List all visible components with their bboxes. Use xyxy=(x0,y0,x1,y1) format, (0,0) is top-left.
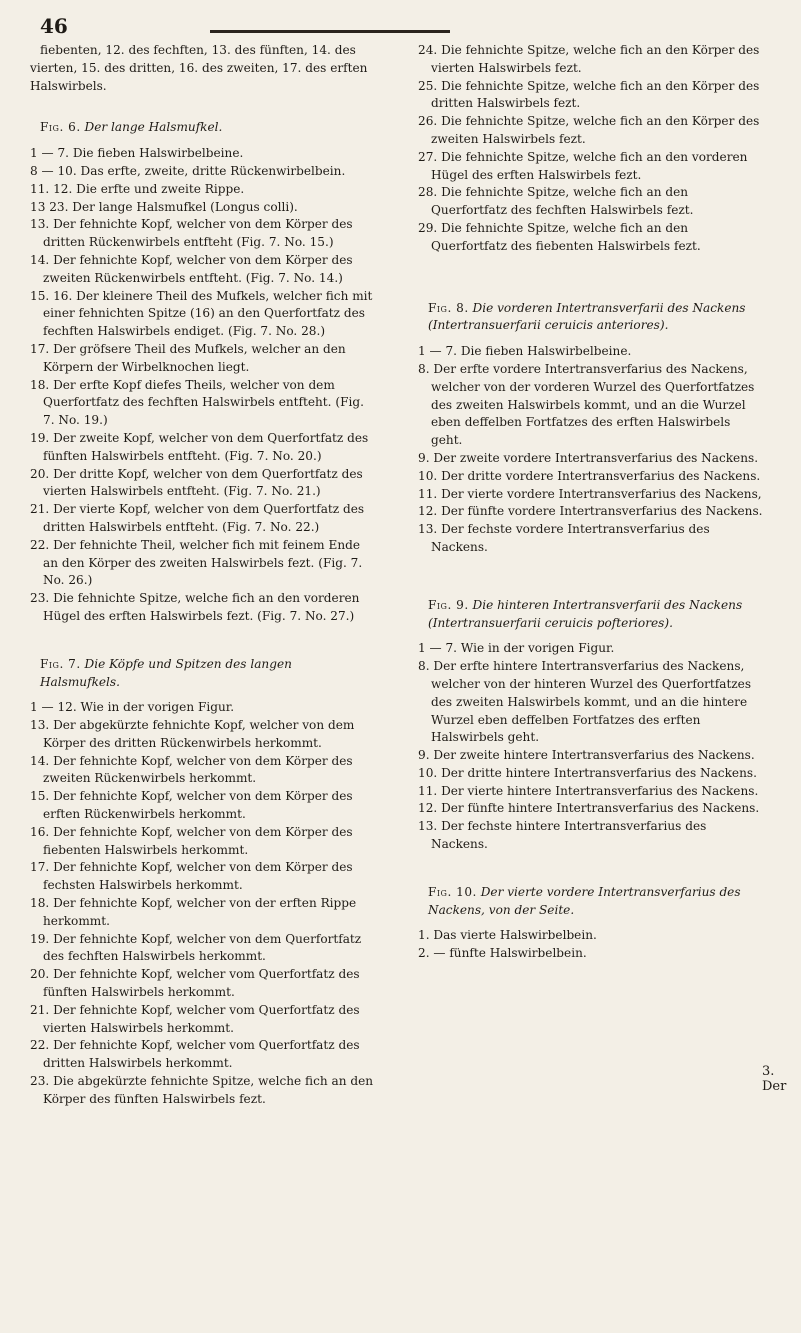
legend-entry: 13. Der fechste hintere Intertransverfarius des Nackens. xyxy=(418,819,707,852)
legend-entry: 1 — 7. Die fieben Halswirbelbeine. xyxy=(30,146,244,161)
header-rule xyxy=(210,30,450,33)
legend-entry: 14. Der fehnichte Kopf, welcher von dem Körper des zweiten Rückenwirbels herkommt. xyxy=(30,753,353,786)
legend-entry: 10. Der dritte vordere Intertransverfarius des Nackens. xyxy=(418,468,761,483)
legend-entry: 16. Der fehnichte Kopf, welcher von dem Körper des fiebenten Halswirbels herkommt. xyxy=(30,824,353,857)
legend-entry: 22. Der fehnichte Theil, welcher fich mit feinem Ende an den Körper des zweiten Halswirbels fezt. (Fig. 7. No. 26.) xyxy=(30,537,363,588)
fig-7-legend-continued xyxy=(418,42,763,256)
page-number: 46 xyxy=(40,14,68,38)
legend-entry: 12. Der fünfte vordere Intertransverfarius des Nackens. xyxy=(418,504,763,519)
fig-6-label: Fig. 6. xyxy=(40,120,81,135)
legend-entry: 17. Der gröfsere Theil des Mufkels, welcher an den Körpern der Wirbelknochen liegt. xyxy=(30,341,346,374)
legend-entry: 18. Der fehnichte Kopf, welcher von der erften Rippe herkommt. xyxy=(30,896,357,928)
legend-entry: 9. Der zweite vordere Intertransverfarius des Nackens. xyxy=(418,450,759,465)
legend-entry: 27. Die fehnichte Spitze, welche fich an den vorderen Hügel des erften Halswirbels fezt. xyxy=(418,149,748,182)
fig-10-title: Der vierte vordere Intertransverfarius des Nackens, von der Seite. xyxy=(428,884,741,917)
legend-entry: 28. Die fehnichte Spitze, welche fich an den Querfortfatz des fechften Halswirbels fezt. xyxy=(418,185,694,218)
legend-entry: 2. — fünfte Halswirbelbein. xyxy=(418,946,587,961)
legend-entry: 15. Der fehnichte Kopf, welcher von dem Körper des erften Rückenwirbels herkommt. xyxy=(30,789,353,822)
legend-entry: 23. Die fehnichte Spitze, welche fich an den vorderen Hügel des erften Halswirbels fezt. (Fig. 7. No. 27.) xyxy=(30,591,360,623)
legend-entry: 20. Der dritte Kopf, welcher von dem Querfortfatz des vierten Halswirbels entfteht. (Fig. 7. No. 21.) xyxy=(30,466,363,499)
fig-6-title: Der lange Halsmufkel. xyxy=(84,120,223,135)
legend-entry: 8. Der erfte vordere Intertransverfarius des Nackens, welcher von der vorderen Wurzel des Querfortfatzes des zweiten Halswirbels kommt, und an die Wurzel eben deffelben Fortfatzes des erften Halswirbels geht. xyxy=(418,361,755,448)
legend-entry: 1 — 7. Die fieben Halswirbelbeine. xyxy=(418,344,632,359)
fig-10-legend xyxy=(418,927,763,963)
legend-entry: 22. Der fehnichte Kopf, welcher vom Querfortfatz des dritten Halswirbels herkommt. xyxy=(30,1038,360,1071)
fig-8-legend xyxy=(418,343,763,557)
fig-9-title: Die hinteren Intertransverfarii des Nackens (Intertransuerfarii ceruicis pofteriores). xyxy=(428,597,743,630)
legend-entry: 14. Der fehnichte Kopf, welcher von dem Körper des zweiten Rückenwirbels entfteht. (Fig. 7. No. 14.) xyxy=(30,252,353,285)
fig-9-caption xyxy=(418,597,763,633)
legend-entry: 18. Der erfte Kopf diefes Theils, welcher von dem Querfortfatz des fechften Halswirbels entfteht. (Fig. 7. No. 19.) xyxy=(30,377,364,428)
fig-9-legend xyxy=(418,640,763,854)
legend-entry: 21. Der vierte Kopf, welcher von dem Querfortfatz des dritten Halswirbels entfteht. (Fig. 7. No. 22.) xyxy=(30,502,365,534)
legend-entry: 24. Die fehnichte Spitze, welche fich an den Körper des vierten Halswirbels fezt. xyxy=(418,43,760,75)
legend-entry: 13. Der fehnichte Kopf, welcher von dem Körper des dritten Rückenwirbels entfteht (Fig. 7. No. 15.) xyxy=(30,217,353,250)
legend-entry: 13. Der abgekürzte fehnichte Kopf, welcher von dem Körper des dritten Rückenwirbels herkommt. xyxy=(30,718,355,750)
fig-7-caption xyxy=(30,656,375,692)
fig-10-caption xyxy=(418,884,763,920)
legend-entry: 11. 12. Die erfte und zweite Rippe. xyxy=(30,181,245,196)
legend-entry: 17. Der fehnichte Kopf, welcher von dem Körper des fechsten Halswirbels herkommt. xyxy=(30,860,353,893)
fig-7-legend xyxy=(30,699,375,1108)
legend-entry: 19. Der zweite Kopf, welcher von dem Querfortfatz des fünften Halswirbels entfteht. (Fig. 7. No. 20.) xyxy=(30,430,369,463)
legend-entry: 8. Der erfte hintere Intertransverfarius des Nackens, welcher von der hinteren Wurzel des Querfortfatzes des zweiten Halswirbels kommt, und an die hintere Wurzel eben deffelben Fortfatzes des erften Halswirbels geht. xyxy=(418,659,752,745)
legend-entry: 1 — 7. Wie in der vorigen Figur. xyxy=(418,641,615,656)
legend-entry: 25. Die fehnichte Spitze, welche fich an den Körper des dritten Halswirbels fezt. xyxy=(418,78,760,111)
fig-8-caption xyxy=(418,300,763,336)
legend-entry: 29. Die fehnichte Spitze, welche fich an den Querfortfatz des fiebenten Halswirbels fezt. xyxy=(418,220,701,253)
fig-8-label: Fig. 8. xyxy=(428,300,469,315)
legend-entry: 26. Die fehnichte Spitze, welche fich an den Körper des zweiten Halswirbels fezt. xyxy=(418,114,760,146)
legend-entry: 19. Der fehnichte Kopf, welcher von dem Querfortfatz des fechften Halswirbels herkommt. xyxy=(30,931,362,964)
legend-entry: 11. Der vierte vordere Intertransverfarius des Nackens, xyxy=(418,486,762,501)
fig-6-caption xyxy=(30,119,375,137)
legend-entry: 1. Das vierte Halswirbelbein. xyxy=(418,928,597,943)
legend-entry: 15. 16. Der kleinere Theil des Mufkels, welcher fich mit einer fehnichten Spitze (16) an den Querfortfatz des fechften Halswirbels endiget. (Fig. 7. No. 28.) xyxy=(30,288,373,339)
legend-entry: 13 23. Der lange Halsmufkel (Longus colli). xyxy=(30,199,298,214)
legend-entry: 13. Der fechste vordere Intertransverfarius des Nackens. xyxy=(418,522,710,554)
fig-10-label: Fig. 10. xyxy=(428,884,477,899)
left-column xyxy=(30,42,375,1109)
legend-entry: 11. Der vierte hintere Intertransverfarius des Nackens. xyxy=(418,783,759,798)
fig-8-title: Die vorderen Intertransverfarii des Nackens (Intertransuerfarii ceruicis anteriores). xyxy=(428,300,746,333)
legend-entry: 23. Die abgekürzte fehnichte Spitze, welche fich an den Körper des fünften Halswirbels fezt. xyxy=(30,1074,374,1106)
right-column xyxy=(418,42,763,963)
catchword: 3. Der xyxy=(762,1064,787,1094)
fig-7-label: Fig. 7. xyxy=(40,656,81,671)
run-on-paragraph: fiebenten, 12. des fechften, 13. des fünften, 14. des vierten, 15. des dritten, 16. des zweiten, 17. des erften Halswirbels. xyxy=(30,43,368,93)
legend-entry: 9. Der zweite hintere Intertransverfarius des Nackens. xyxy=(418,748,755,763)
fig-9-label: Fig. 9. xyxy=(428,597,469,612)
legend-entry: 21. Der fehnichte Kopf, welcher vom Querfortfatz des vierten Halswirbels herkommt. xyxy=(30,1002,360,1035)
fig-6-legend xyxy=(30,145,375,626)
legend-entry: 8 — 10. Das erfte, zweite, dritte Rückenwirbelbein. xyxy=(30,163,346,178)
legend-entry: 10. Der dritte hintere Intertransverfarius des Nackens. xyxy=(418,765,757,780)
legend-entry: 1 — 12. Wie in der vorigen Figur. xyxy=(30,700,235,715)
legend-entry: 20. Der fehnichte Kopf, welcher vom Querfortfatz des fünften Halswirbels herkommt. xyxy=(30,967,360,1000)
fig-7-title: Die Köpfe und Spitzen des langen Halsmufkels. xyxy=(40,656,292,689)
legend-entry: 12. Der fünfte hintere Intertransverfarius des Nackens. xyxy=(418,801,760,816)
